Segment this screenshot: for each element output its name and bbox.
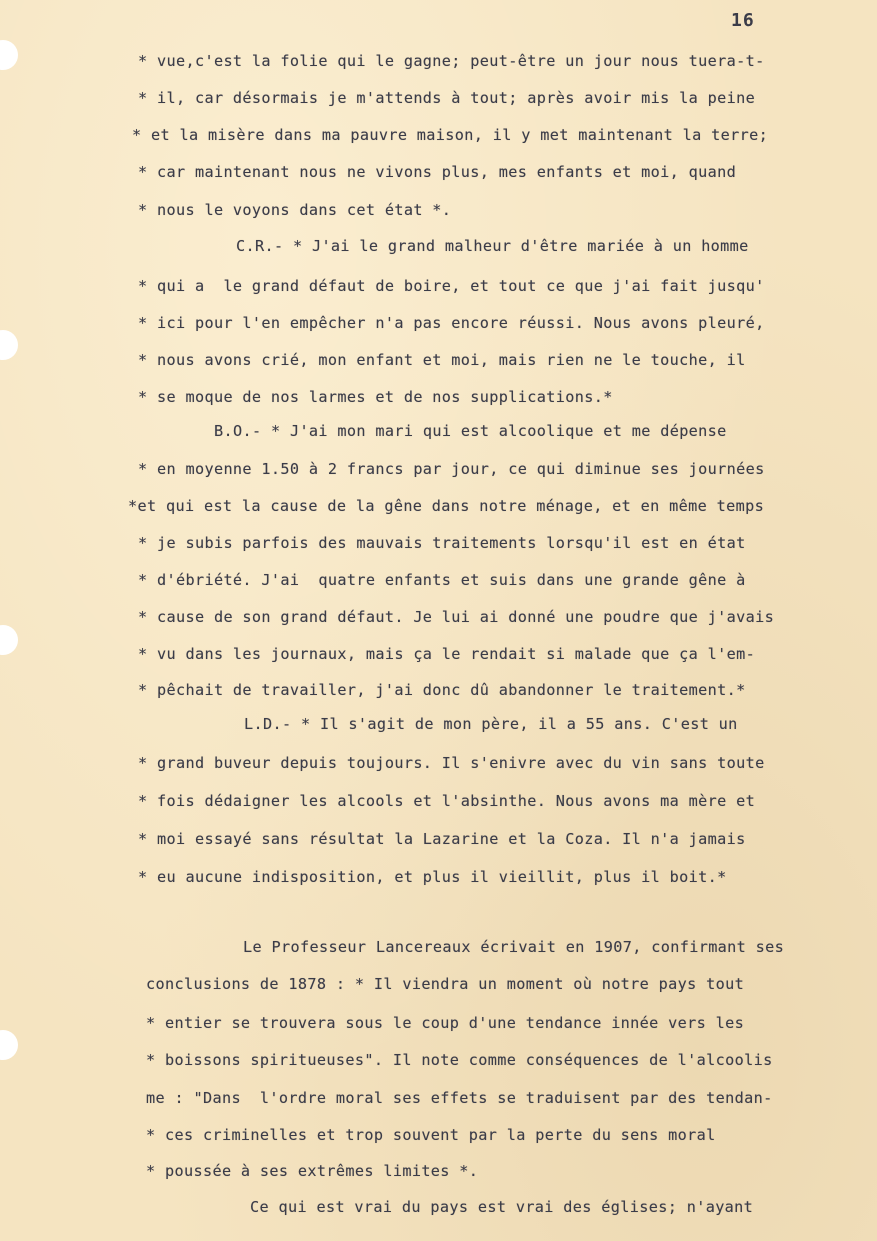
text-line: * vu dans les journaux, mais ça le rendait si malade que ça l'em- [138,645,756,663]
paragraph-line: Le Professeur Lancereaux écrivait en 1907, confirmant ses [243,938,785,956]
paragraph-line: Ce qui est vrai du pays est vrai des églises; n'ayant [250,1198,754,1216]
text-line: * ici pour l'en empêcher n'a pas encore réussi. Nous avons pleuré, [138,314,765,332]
testimony-cr: C.R.- * J'ai le grand malheur d'être mariée à un homme [236,237,749,255]
punch-hole [0,625,18,655]
paragraph-line: * poussée à ses extrêmes limites *. [146,1162,479,1180]
text-line: * moi essayé sans résultat la Lazarine et la Coza. Il n'a jamais [138,830,746,848]
paragraph-line: * boissons spiritueuses". Il note comme conséquences de l'alcoolis [146,1051,773,1069]
paragraph-line: me : "Dans l'ordre moral ses effets se traduisent par des tendan- [146,1089,773,1107]
text-line: * il, car désormais je m'attends à tout; après avoir mis la peine [138,89,756,107]
paragraph-line: * entier se trouvera sous le coup d'une tendance innée vers les [146,1014,745,1032]
paragraph-line: * ces criminelles et trop souvent par la perte du sens moral [146,1126,716,1144]
text-line: * grand buveur depuis toujours. Il s'enivre avec du vin sans toute [138,754,765,772]
punch-hole [0,330,18,360]
text-line: * vue,c'est la folie qui le gagne; peut-être un jour nous tuera-t- [138,52,765,70]
text-line: * fois dédaigner les alcools et l'absinthe. Nous avons ma mère et [138,792,756,810]
text-line: * nous avons crié, mon enfant et moi, mais rien ne le touche, il [138,351,746,369]
text-line: * car maintenant nous ne vivons plus, mes enfants et moi, quand [138,163,737,181]
text-line: * se moque de nos larmes et de nos supplications.* [138,388,613,406]
testimony-bo: B.O.- * J'ai mon mari qui est alcoolique et me dépense [214,422,727,440]
punch-hole [0,1030,18,1060]
testimony-ld: L.D.- * Il s'agit de mon père, il a 55 ans. C'est un [244,715,738,733]
text-line: * nous le voyons dans cet état *. [138,201,452,219]
text-line: * eu aucune indisposition, et plus il vieillit, plus il boit.* [138,868,727,886]
page-number: 16 [731,10,755,31]
text-line: *et qui est la cause de la gêne dans notre ménage, et en même temps [128,497,765,515]
text-line: * je subis parfois des mauvais traitements lorsqu'il est en état [138,534,746,552]
text-line: * et la misère dans ma pauvre maison, il y met maintenant la terre; [132,126,769,144]
text-line: * pêchait de travailler, j'ai donc dû abandonner le traitement.* [138,681,746,699]
text-line: * cause de son grand défaut. Je lui ai donné une poudre que j'avais [138,608,775,626]
paragraph-line: conclusions de 1878 : * Il viendra un moment où notre pays tout [146,975,745,993]
text-line: * qui a le grand défaut de boire, et tout ce que j'ai fait jusqu' [138,277,765,295]
text-line: * en moyenne 1.50 à 2 francs par jour, ce qui diminue ses journées [138,460,765,478]
text-line: * d'ébriété. J'ai quatre enfants et suis dans une grande gêne à [138,571,746,589]
punch-hole [0,40,18,70]
